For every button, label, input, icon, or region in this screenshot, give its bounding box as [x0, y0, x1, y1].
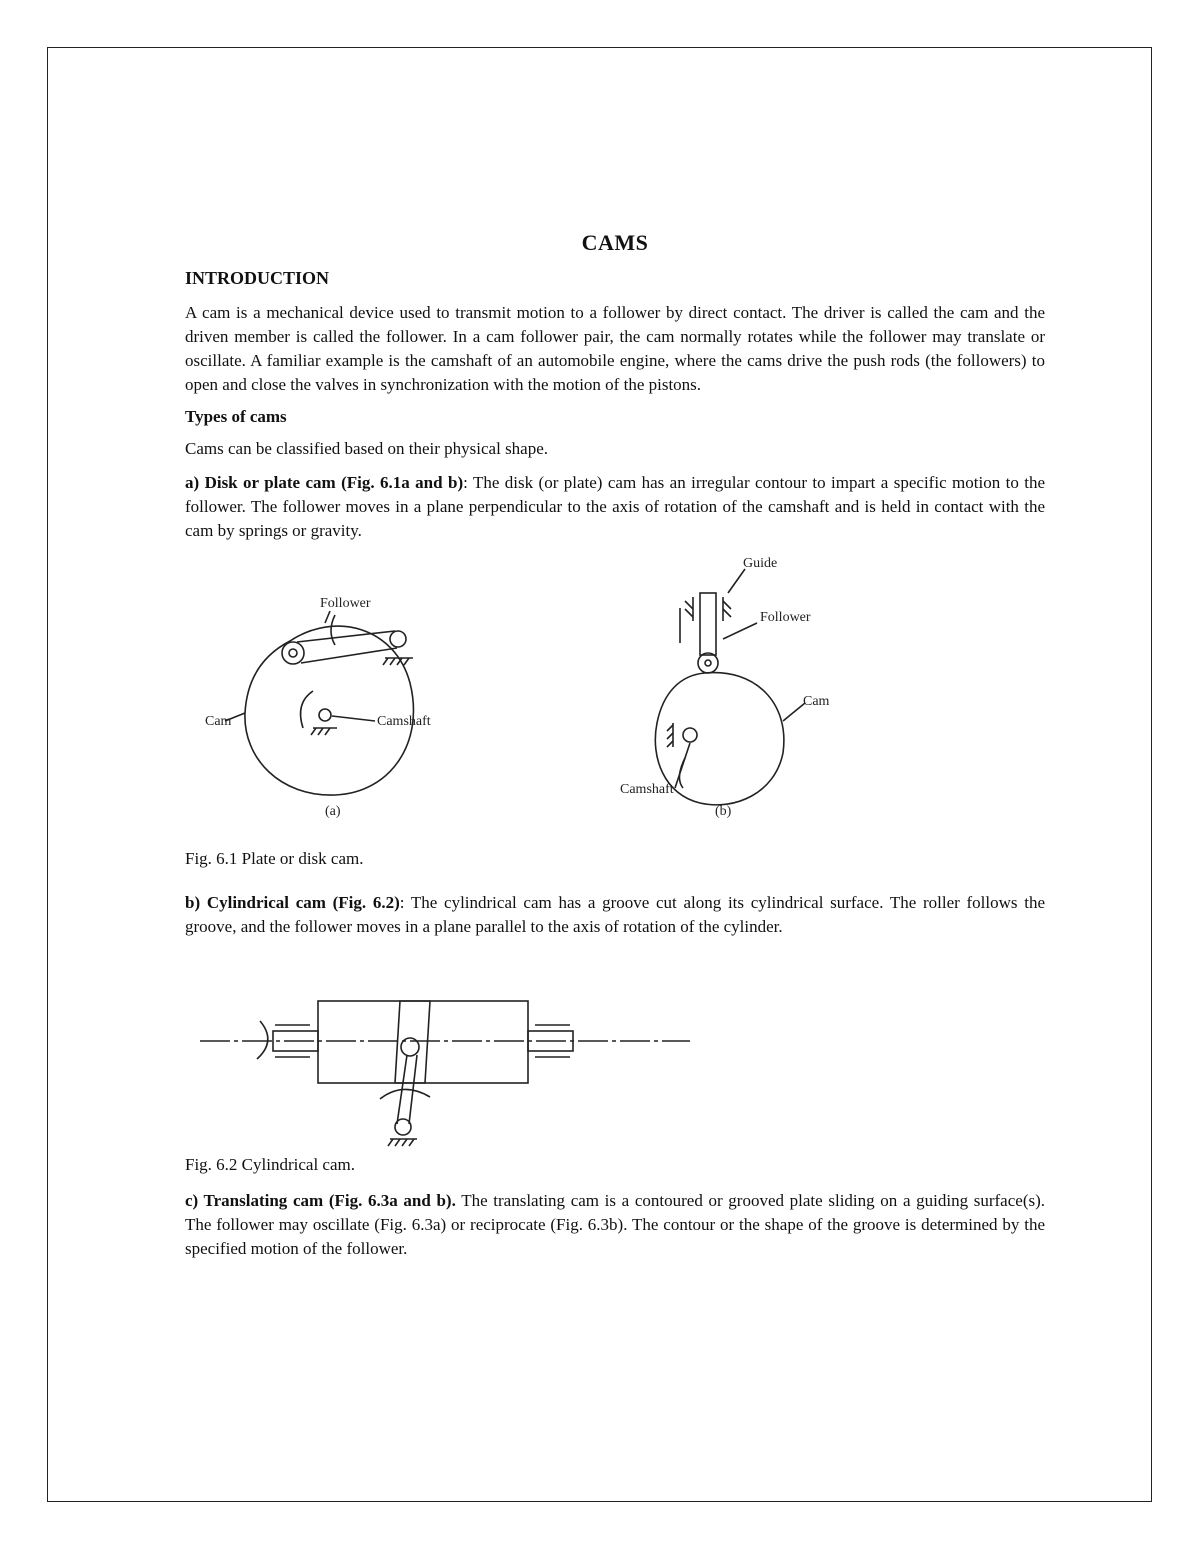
cam-b-outline: [655, 673, 784, 805]
label-sub-a: (a): [325, 804, 341, 819]
type-b-text: : The cylindrical cam has a groove cut along its cylindrical surface. The roller follows the groove, and the follower moves in a plane parallel to the axis of rotation of the cylinder.: [185, 893, 1045, 936]
intro-heading: INTRODUCTION: [185, 268, 330, 288]
types-lead: Cams can be classified based on their physical shape.: [185, 439, 549, 458]
type-b-paragraph: [185, 891, 1045, 939]
page-title: CAMS: [581, 230, 649, 255]
figure-6-2: [185, 979, 1045, 1175]
rotation-arrow-fig2: [257, 1021, 268, 1059]
camshaft-b: [683, 728, 697, 742]
label-sub-b: (b): [715, 804, 732, 819]
figure-6-2-drawing: [185, 979, 1045, 1149]
label-follower-a: Follower: [320, 596, 371, 611]
cylindrical-cam-diagram: [200, 1001, 690, 1146]
follower-pivot-a: [390, 631, 406, 647]
type-b-label: b) Cylindrical cam (Fig. 6.2): [185, 893, 400, 912]
follower-roller-b: [698, 653, 718, 673]
types-heading: Types of cams: [185, 407, 287, 426]
label-camshaft-a: Camshaft: [377, 714, 431, 729]
figure-6-1-caption: Fig. 6.1 Plate or disk cam.: [185, 849, 364, 868]
type-a-label: a) Disk or plate cam (Fig. 6.1a and b): [185, 473, 464, 492]
intro-paragraph: A cam is a mechanical device used to transmit motion to a follower by direct contact. The driver is called the cam and the driven member is called the follower. In a cam follower pair, the cam normally rotates while the follower may translate or oscillate. A familiar example is the camshaft of an automobile engine, where the cams drive the push rods (the followers) to open and close the valves in synchronization with the motion of the pistons.: [185, 303, 1045, 394]
type-a-text: : The disk (or plate) cam has an irregular contour to impart a specific motion to the follower. The follower moves in a plane perpendicular to the axis of rotation of the camshaft and is held in contact with the cam by springs or gravity.: [185, 473, 1045, 540]
label-cam-a: Cam: [205, 714, 232, 729]
follower-roller-a: [282, 642, 304, 664]
figure-6-1: [185, 553, 1045, 869]
figure-6-2-caption: Fig. 6.2 Cylindrical cam.: [185, 1155, 355, 1174]
type-c-paragraph: [185, 1189, 1045, 1261]
type-c-label: c) Translating cam (Fig. 6.3a and b).: [185, 1191, 456, 1210]
type-c-text: The translating cam is a contoured or grooved plate sliding on a guiding surface(s). The follower may oscillate (Fig. 6.3a) or reciprocate (Fig. 6.3b). The contour or the shape of the groove is determined by the specified motion of the follower.: [185, 1191, 1046, 1258]
type-a-paragraph: [185, 471, 1045, 543]
document-body: [185, 230, 1045, 1271]
arm-pivot: [395, 1119, 411, 1135]
follower-stem-b: [700, 593, 716, 655]
arm-motion-arrow: [380, 1089, 430, 1099]
fig-6-1a-diagram: [225, 611, 413, 795]
follower-motion-arrow-a: [331, 615, 335, 645]
cam-rotation-arrow-a: [301, 691, 313, 728]
cylinder-body: [318, 1001, 528, 1083]
figure-6-1-drawing: [185, 553, 1045, 843]
label-cam-b: Cam: [803, 694, 830, 709]
label-camshaft-b: Camshaft: [620, 782, 674, 797]
label-follower-b: Follower: [760, 610, 811, 625]
camshaft-a: [319, 709, 331, 721]
follower-arm-a: [297, 631, 395, 642]
fig-6-1b-diagram: [655, 569, 805, 805]
label-guide-b: Guide: [743, 556, 778, 571]
groove: [395, 1001, 430, 1083]
